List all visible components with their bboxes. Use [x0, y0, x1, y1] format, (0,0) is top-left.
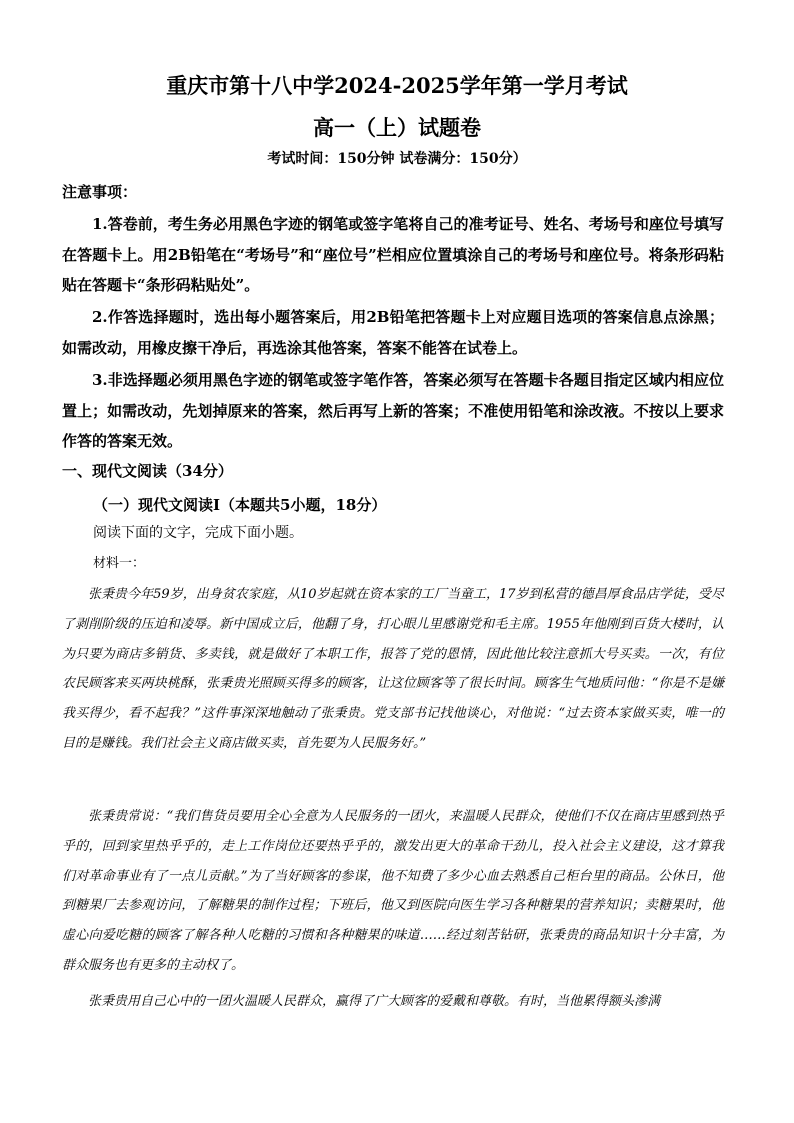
exam-title: 重庆市第十八中学2024-2025学年第一学月考试 — [166, 73, 628, 98]
note-item-2: 2.作答选择题时，选出每小题答案后，用2B铅笔把答题卡上对应题目选项的答案信息点涂黑；如需改动，用橡皮擦干净后，再选涂其他答案，答案不能答在试卷上。 — [62, 308, 724, 357]
passage-paragraph-3: 张秉贵用自己心中的一团火温暖人民群众，赢得了广大顾客的爱戴和尊敬。有时，当他累得额头渗满 — [88, 994, 661, 1009]
subsection-heading: （一）现代文阅读Ⅰ（本题共5小题，18分） — [93, 496, 387, 514]
exam-info: 考试时间：150分钟 试卷满分：150分） — [267, 151, 527, 167]
exam-subtitle: 高一（上）试题卷 — [313, 115, 481, 140]
notes-heading: 注意事项： — [62, 183, 138, 201]
section-heading: 一、现代文阅读（34分） — [62, 462, 233, 480]
note-item-1: 1.答卷前，考生务必用黑色字迹的钢笔或签字笔将自己的准考证号、姓名、考场号和座位号填写在答题卡上。用2B铅笔在“考场号”和“座位号”栏相应位置填涂自己的考场号和座位号。将条形码粘贴在答题卡“条形码粘贴处”。 — [62, 215, 724, 294]
passage-paragraph-2: 张秉贵常说：“我们售货员要用全心全意为人民服务的一团火，来温暖人民群众，使他们不仅在商店里感到热乎乎的，回到家里热乎乎的，走上工作岗位还要热乎乎的，激发出更大的革命干劲儿，投入社会主义建设，这才算我们对革命事业有了一点儿贡献。”为了当好顾客的参谋，他不知费了多少心血去熟悉自己柜台里的商品。公休日，他到糖果厂去参观访问，了解糖果的制作过程；下班后，他又到医院向医生学习各种糖果的营养知识；卖糖果时，他虚心向爱吃糖的顾客了解各种人吃糖的习惯和各种糖果的味道……经过刻苦钻研，张秉贵的商品知识十分丰富，为群众服务也有更多的主动权了。 — [62, 809, 724, 973]
material-label: 材料一： — [93, 556, 146, 571]
note-item-3: 3.非选择题必须用黑色字迹的钢笔或签字笔作答，答案必须写在答题卡各题目指定区域内相应位置上；如需改动，先划掉原来的答案，然后再写上新的答案；不准使用铅笔和涂改液。不按以上要求作答的答案无效。 — [62, 371, 724, 450]
passage-paragraph-1: 张秉贵今年59岁，出身贫农家庭，从10岁起就在资本家的工厂当童工，17岁到私营的德昌厚食品店学徒，受尽了剥削阶级的压迫和凌辱。新中国成立后，他翻了身，打心眼儿里感谢党和毛主席。1955年他刚到百货大楼时，认为只要为商店多销货、多卖钱，就是做好了本职工作，报答了党的恩情，因此他比较注意抓大号买卖。一次，有位农民顾客来买两块桃酥，张秉贵光照顾买得多的顾客，让这位顾客等了很长时间。顾客生气地质问他：“你是不是嫌我买得少，看不起我？”这件事深深地触动了张秉贵。党支部书记找他谈心，对他说：“过去资本家做买卖，唯一的目的是赚钱。我们社会主义商店做买卖，首先要为人民服务好。” — [62, 587, 724, 751]
reading-instruction: 阅读下面的文字，完成下面小题。 — [93, 525, 303, 541]
